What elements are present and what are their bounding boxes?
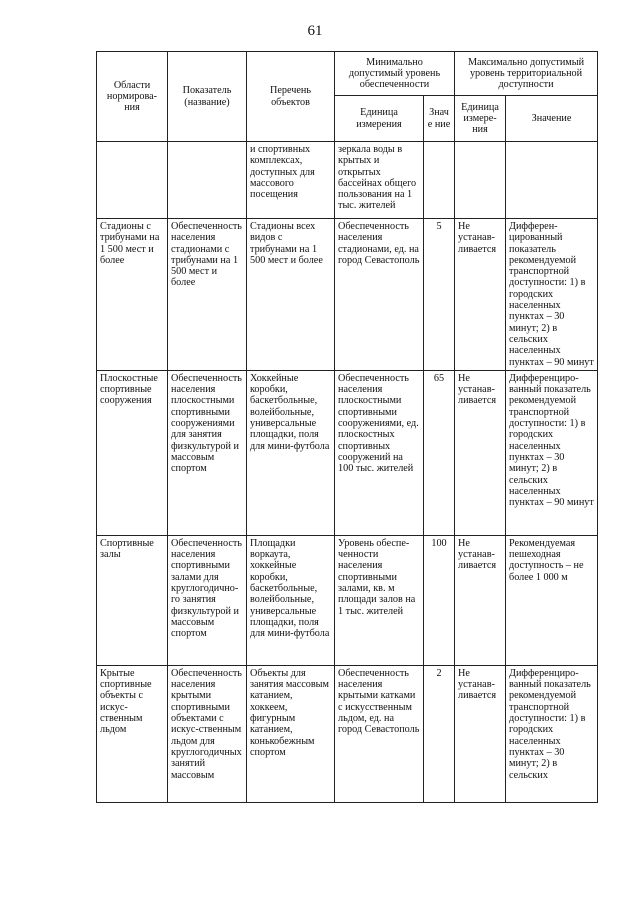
cell-access-value: [506, 142, 598, 219]
cell-value: 2: [424, 665, 455, 802]
cell-objects: и спортивных комплексах, доступных для массового посещения: [247, 142, 335, 219]
cell-unit: Обеспеченность населения стадионами, ед. на город Севастополь: [335, 219, 424, 371]
header-access-value: Значение: [506, 96, 598, 142]
cell-access-value: Рекомендуемая пешеходная доступность – не более 1 000 м: [506, 535, 598, 665]
cell-indicator: Обеспеченность населения плоскостными спортивными сооружениями для занятия физкультурой и массовым спортом: [168, 370, 247, 535]
cell-access-value: Дифференциро-ванный показатель рекомендуемой транспортной доступности: 1) в городских населенных пунктах – 30 минут; 2) в сельских населенных пунктах – 90 минут: [506, 370, 598, 535]
cell-area: Стадионы с трибунами на 1 500 мест и более: [97, 219, 168, 371]
table-row: [97, 665, 598, 802]
cell-indicator: [168, 142, 247, 219]
table-row: [97, 219, 598, 371]
cell-unit: Обеспеченность населения крытыми катками с искусственным льдом, ед. на город Севастополь: [335, 665, 424, 802]
cell-unit: Обеспеченность населения плоскостными спортивными сооружениями, ед. плоскостных спортивных сооружений на 100 тыс. жителей: [335, 370, 424, 535]
cell-value: [424, 142, 455, 219]
header-value: Значе ние: [424, 96, 455, 142]
table-row: [97, 370, 598, 535]
cell-objects: Объекты для занятия массовым катанием, хоккеем, фигурным катанием, конькобежным спортом: [247, 665, 335, 802]
cell-indicator: Обеспеченность населения спортивными залами для круглогодично-го занятия физкультурой и массовым спортом: [168, 535, 247, 665]
cell-access-value: Дифферен-цированный показатель рекомендуемой транспортной доступности: 1) в городских населенных пунктах – 30 минут; 2) в сельских населенных пунктах – 90 минут: [506, 219, 598, 371]
header-indicator: Показатель (название): [168, 52, 247, 142]
cell-access-unit: Не устанав-ливается: [455, 665, 506, 802]
cell-objects: Стадионы всех видов с трибунами на 1 500 мест и более: [247, 219, 335, 371]
cell-access-unit: Не устанав-ливается: [455, 535, 506, 665]
cell-access-unit: Не устанав-ливается: [455, 370, 506, 535]
cell-access-value: Дифференциро-ванный показатель рекомендуемой транспортной доступности: 1) в городских населенных пунктах – 30 минут; 2) в сельских: [506, 665, 598, 802]
cell-unit: зеркала воды в крытых и открытых бассейнах общего пользования на 1 тыс. жителей: [335, 142, 424, 219]
table-row: [97, 535, 598, 665]
cell-area: Плоскостные спортивные сооружения: [97, 370, 168, 535]
cell-value: 100: [424, 535, 455, 665]
cell-area: Спортивные залы: [97, 535, 168, 665]
cell-indicator: Обеспеченность населения крытыми спортивными объектами с искус-ственным льдом для круглогодичных занятий массовым: [168, 665, 247, 802]
cell-area: [97, 142, 168, 219]
page-number: 61: [307, 23, 323, 39]
norms-table: [96, 51, 598, 803]
table-row: [97, 142, 598, 219]
cell-objects: Хоккейные коробки, баскетбольные, волейбольные, универсальные площадки, поля для мини-футбола: [247, 370, 335, 535]
header-area: Области нормирова-ния: [97, 52, 168, 142]
cell-objects: Площадки воркаута, хоккейные коробки, баскетбольные, волейбольные, универсальные площадки, поля для мини-футбола: [247, 535, 335, 665]
cell-unit: Уровень обеспе-ченности населения спортивными залами, кв. м площади залов на 1 тыс. жителей: [335, 535, 424, 665]
header-objects: Перечень объектов: [247, 52, 335, 142]
cell-indicator: Обеспеченность населения стадионами с трибунами на 1 500 мест и более: [168, 219, 247, 371]
header-max-level: Максимально допустимый уровень территориальной доступности: [455, 52, 598, 96]
cell-value: 65: [424, 370, 455, 535]
cell-access-unit: [455, 142, 506, 219]
header-unit: Единица измерения: [335, 96, 424, 142]
header-access-unit: Единица измере-ния: [455, 96, 506, 142]
cell-access-unit: Не устанав-ливается: [455, 219, 506, 371]
cell-value: 5: [424, 219, 455, 371]
cell-area: Крытые спортивные объекты с искус-ственным льдом: [97, 665, 168, 802]
header-min-level: Минимально допустимый уровень обеспеченности: [335, 52, 455, 96]
